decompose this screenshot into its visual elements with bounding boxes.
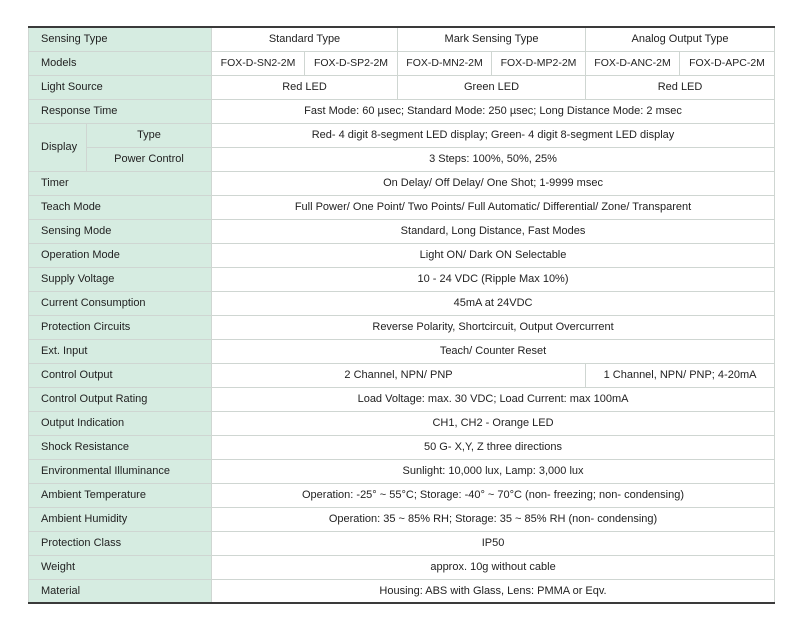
label-models: Models <box>29 51 212 75</box>
label-display-type: Type <box>87 123 212 147</box>
label-shock-resistance: Shock Resistance <box>29 435 212 459</box>
model-cell: FOX-D-SP2-2M <box>305 51 398 75</box>
sensing-type-standard: Standard Type <box>212 27 398 51</box>
light-source-mark: Green LED <box>398 75 586 99</box>
label-response-time: Response Time <box>29 99 212 123</box>
row-operation-mode <box>29 243 775 267</box>
model-cell: FOX-D-SN2-2M <box>212 51 305 75</box>
value-response-time: Fast Mode: 60 µsec; Standard Mode: 250 µsec; Long Distance Mode: 2 msec <box>212 99 775 123</box>
label-ext-input: Ext. Input <box>29 339 212 363</box>
row-display-type <box>29 123 775 147</box>
row-ext-input <box>29 339 775 363</box>
label-supply-voltage: Supply Voltage <box>29 267 212 291</box>
sensing-type-analog: Analog Output Type <box>586 27 775 51</box>
row-current-consumption <box>29 291 775 315</box>
label-timer: Timer <box>29 171 212 195</box>
row-sensing-mode <box>29 219 775 243</box>
model-cell: FOX-D-APC-2M <box>680 51 775 75</box>
row-protection-circuits <box>29 315 775 339</box>
row-supply-voltage <box>29 267 775 291</box>
label-current-consumption: Current Consumption <box>29 291 212 315</box>
value-output-indication: CH1, CH2 - Orange LED <box>212 411 775 435</box>
value-protection-class: IP50 <box>212 531 775 555</box>
value-display-power-control: 3 Steps: 100%, 50%, 25% <box>212 147 775 171</box>
row-models <box>29 51 775 75</box>
label-output-indication: Output Indication <box>29 411 212 435</box>
light-source-standard: Red LED <box>212 75 398 99</box>
value-control-output-rating: Load Voltage: max. 30 VDC; Load Current: max 100mA <box>212 387 775 411</box>
row-output-indication <box>29 411 775 435</box>
value-control-output-standard-mark: 2 Channel, NPN/ PNP <box>212 363 586 387</box>
value-operation-mode: Light ON/ Dark ON Selectable <box>212 243 775 267</box>
row-weight <box>29 555 775 579</box>
row-environmental-illuminance <box>29 459 775 483</box>
label-control-output: Control Output <box>29 363 212 387</box>
value-control-output-analog: 1 Channel, NPN/ PNP; 4-20mA <box>586 363 775 387</box>
value-current-consumption: 45mA at 24VDC <box>212 291 775 315</box>
value-sensing-mode: Standard, Long Distance, Fast Modes <box>212 219 775 243</box>
row-material <box>29 579 775 603</box>
label-display-power-control: Power Control <box>87 147 212 171</box>
row-teach-mode <box>29 195 775 219</box>
row-display-power <box>29 147 775 171</box>
value-environmental-illuminance: Sunlight: 10,000 lux, Lamp: 3,000 lux <box>212 459 775 483</box>
label-control-output-rating: Control Output Rating <box>29 387 212 411</box>
row-ambient-temperature <box>29 483 775 507</box>
label-display: Display <box>29 123 87 171</box>
value-ambient-humidity: Operation: 35 ~ 85% RH; Storage: 35 ~ 85% RH (non- condensing) <box>212 507 775 531</box>
row-control-output <box>29 363 775 387</box>
row-sensing-type <box>29 27 775 51</box>
model-cell: FOX-D-MN2-2M <box>398 51 492 75</box>
value-weight: approx. 10g without cable <box>212 555 775 579</box>
label-operation-mode: Operation Mode <box>29 243 212 267</box>
row-control-output-rating <box>29 387 775 411</box>
row-light-source <box>29 75 775 99</box>
label-environmental-illuminance: Environmental Illuminance <box>29 459 212 483</box>
label-teach-mode: Teach Mode <box>29 195 212 219</box>
row-response-time <box>29 99 775 123</box>
model-cell: FOX-D-ANC-2M <box>586 51 680 75</box>
value-display-type: Red- 4 digit 8-segment LED display; Green- 4 digit 8-segment LED display <box>212 123 775 147</box>
row-shock-resistance <box>29 435 775 459</box>
label-protection-circuits: Protection Circuits <box>29 315 212 339</box>
label-weight: Weight <box>29 555 212 579</box>
model-cell: FOX-D-MP2-2M <box>492 51 586 75</box>
row-ambient-humidity <box>29 507 775 531</box>
value-ambient-temperature: Operation: -25° ~ 55°C; Storage: -40° ~ 70°C (non- freezing; non- condensing) <box>212 483 775 507</box>
value-material: Housing: ABS with Glass, Lens: PMMA or Eqv. <box>212 579 775 603</box>
label-ambient-humidity: Ambient Humidity <box>29 507 212 531</box>
row-timer <box>29 171 775 195</box>
value-timer: On Delay/ Off Delay/ One Shot; 1-9999 msec <box>212 171 775 195</box>
sensing-type-mark: Mark Sensing Type <box>398 27 586 51</box>
label-material: Material <box>29 579 212 603</box>
label-sensing-mode: Sensing Mode <box>29 219 212 243</box>
label-protection-class: Protection Class <box>29 531 212 555</box>
specification-table <box>28 26 775 604</box>
row-protection-class <box>29 531 775 555</box>
value-ext-input: Teach/ Counter Reset <box>212 339 775 363</box>
label-light-source: Light Source <box>29 75 212 99</box>
value-protection-circuits: Reverse Polarity, Shortcircuit, Output Overcurrent <box>212 315 775 339</box>
value-shock-resistance: 50 G- X,Y, Z three directions <box>212 435 775 459</box>
value-supply-voltage: 10 - 24 VDC (Ripple Max 10%) <box>212 267 775 291</box>
light-source-analog: Red LED <box>586 75 775 99</box>
value-teach-mode: Full Power/ One Point/ Two Points/ Full Automatic/ Differential/ Zone/ Transparent <box>212 195 775 219</box>
label-ambient-temperature: Ambient Temperature <box>29 483 212 507</box>
label-sensing-type: Sensing Type <box>29 27 212 51</box>
